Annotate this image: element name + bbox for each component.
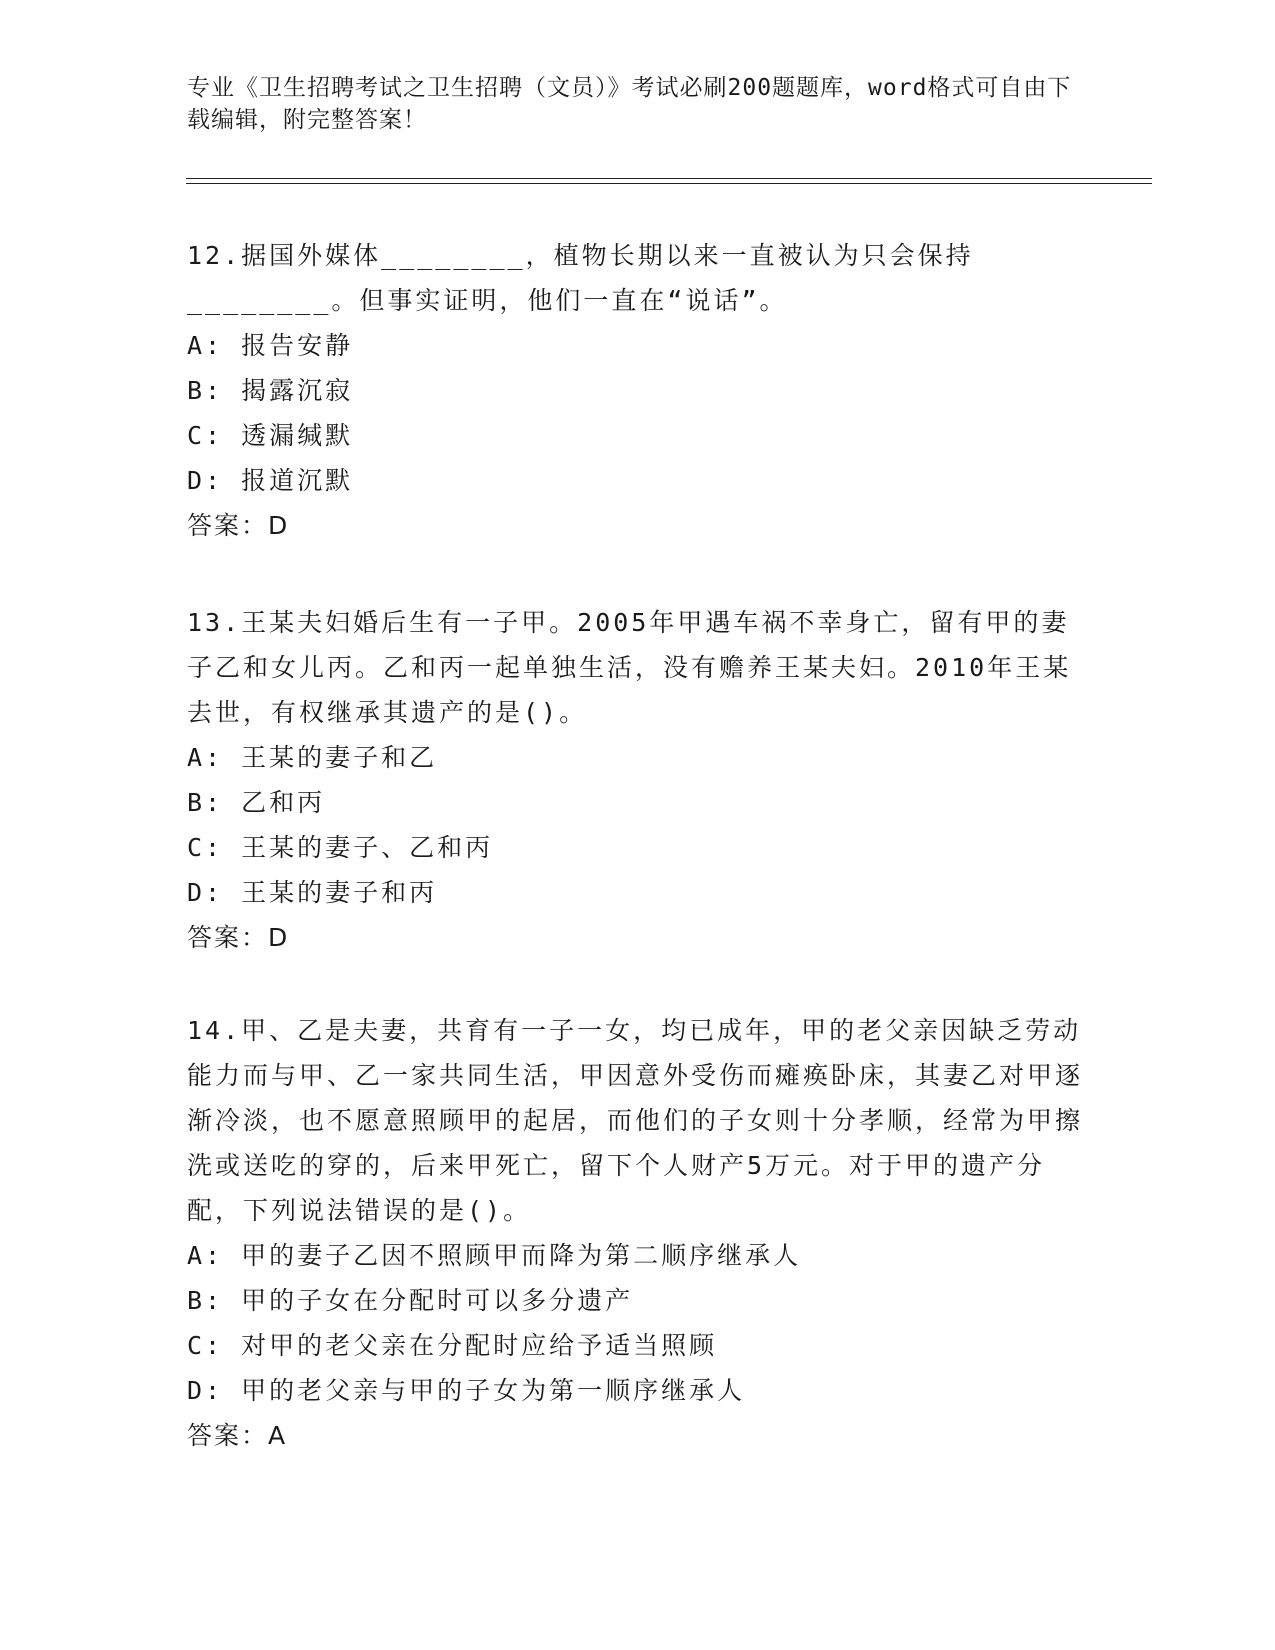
option-a: A: 甲的妻子乙因不照顾甲而降为第二顺序继承人 [187,1241,802,1270]
question-12 [187,233,1087,548]
option-d: D: 甲的老父亲与甲的子女为第一顺序继承人 [187,1376,746,1405]
question-14 [187,1008,1087,1458]
header-divider-top [186,178,1152,179]
answer-line: 答案：D [187,511,290,540]
option-d: D: 报道沉默 [187,466,354,495]
option-b: B: 揭露沉寂 [187,376,354,405]
option-c: C: 王某的妻子、乙和丙 [187,833,494,862]
option-c: C: 对甲的老父亲在分配时应给予适当照顾 [187,1331,718,1360]
option-c: C: 透漏缄默 [187,421,354,450]
option-a: A: 王某的妻子和乙 [187,743,438,772]
option-d: D: 王某的妻子和丙 [187,878,438,907]
question-stem: 14.甲、乙是夫妻，共育有一子一女，均已成年，甲的老父亲因缺乏劳动能力而与甲、乙一家共同生活，甲因意外受伤而瘫痪卧床，其妻乙对甲逐渐冷淡，也不愿意照顾甲的起居，而他们的子女则十分孝顺，经常为甲擦洗或送吃的穿的，后来甲死亡，留下个人财产5万元。对于甲的遗产分配，下列说法错误的是()。 [187,1016,1084,1225]
answer-line: 答案：D [187,923,290,952]
option-b: B: 甲的子女在分配时可以多分遗产 [187,1286,634,1315]
question-13 [187,600,1087,960]
option-b: B: 乙和丙 [187,788,326,817]
answer-line: 答案：A [187,1421,288,1450]
document-header: 专业《卫生招聘考试之卫生招聘（文员）》考试必刷200题题库，word格式可自由下载编辑，附完整答案！ [187,75,1072,133]
question-stem: 13.王某夫妇婚后生有一子甲。2005年甲遇车祸不幸身亡，留有甲的妻子乙和女儿丙。乙和丙一起单独生活，没有赡养王某夫妇。2010年王某去世，有权继承其遗产的是()。 [187,608,1072,727]
question-stem: 12.据国外媒体________，植物长期以来一直被认为只会保持________。但事实证明，他们一直在“说话”。 [187,241,974,315]
option-a: A: 报告安静 [187,331,354,360]
header-divider-bottom [186,183,1152,184]
